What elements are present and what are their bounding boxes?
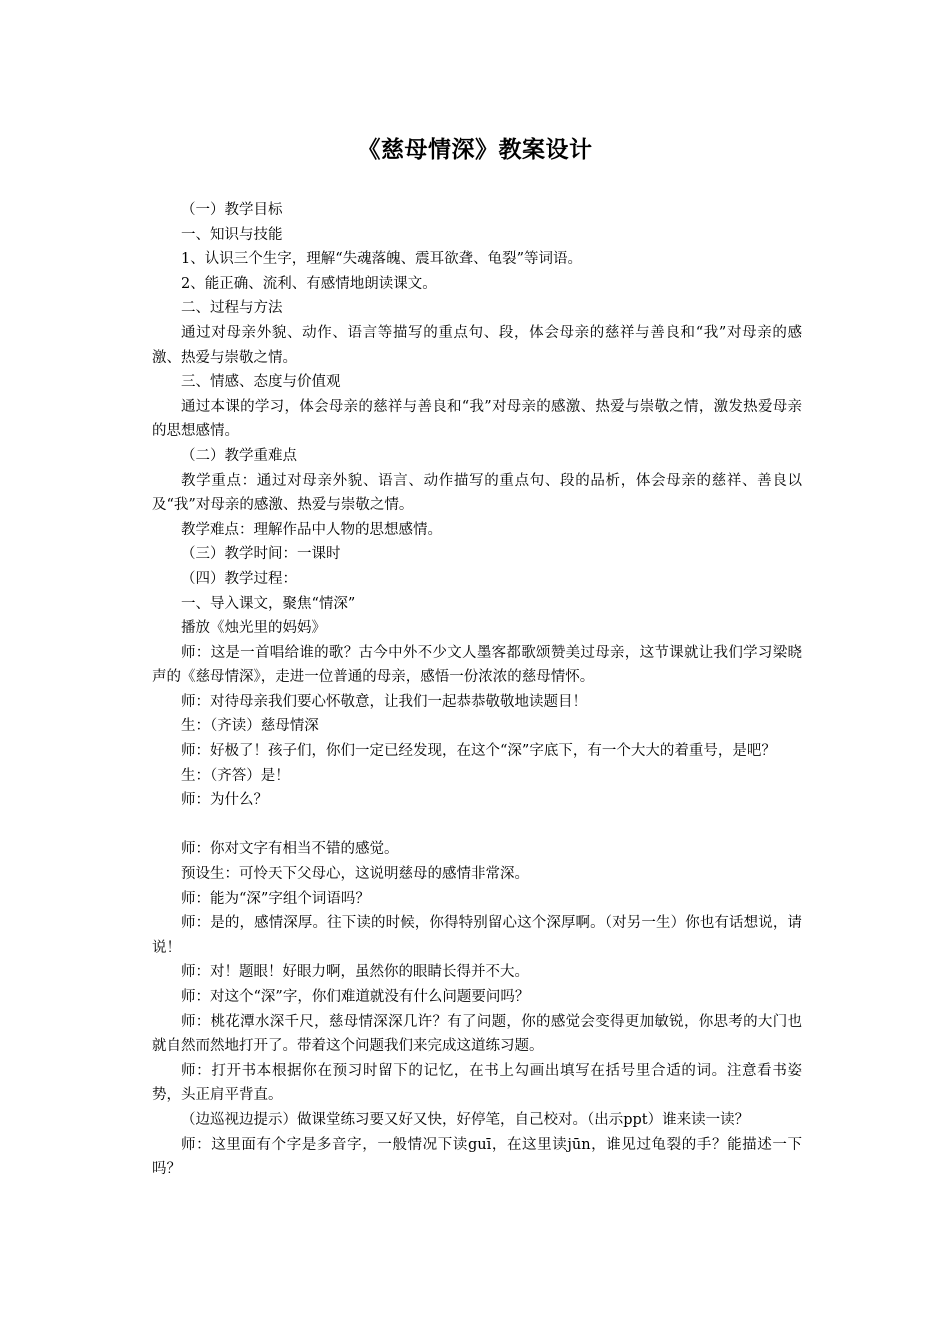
document-title: 《慈母情深》教案设计 <box>357 137 593 163</box>
document-body <box>152 198 802 1182</box>
paragraph: 师：桃花潭水深千尺，慈母情深深几许？有了问题，你的感觉会变得更加敏锐，你思考的大门也就自然而然地打开了。带着这个问题我们来完成这道练习题。 <box>152 1013 802 1055</box>
paragraph <box>152 813 802 838</box>
paragraph: 师：对这个“深”字，你们难道就没有什么问题要问吗？ <box>181 989 530 1005</box>
paragraph: 一、导入课文，聚焦“情深” <box>181 595 356 612</box>
paragraph: （三）教学时间：一课时 <box>181 546 341 563</box>
paragraph: 师：这里面有个字是多音字，一般情况下读guī，在这里读jūn，谁见过龟裂的手？能描述一下吗？ <box>152 1136 802 1178</box>
paragraph: 三、情感、态度与价值观 <box>181 374 341 391</box>
paragraph: 师：能为“深”字组个词语吗？ <box>181 890 370 907</box>
paragraph: 预设生：可怜天下父母心，这说明慈母的感情非常深。 <box>181 866 529 883</box>
paragraph: 播放《烛光里的妈妈》 <box>181 620 326 637</box>
paragraph: 通过对母亲外貌、动作、语言等描写的重点句、段，体会母亲的慈祥与善良和“我”对母亲的感激、热爱与崇敬之情。 <box>152 324 802 366</box>
paragraph: 师：为什么？ <box>181 792 268 809</box>
paragraph: 生：（齐读）慈母情深 <box>181 718 319 735</box>
paragraph: 二、过程与方法 <box>181 300 283 317</box>
paragraph: 师：对！题眼！好眼力啊，虽然你的眼睛长得并不大。 <box>181 964 529 981</box>
paragraph: 教学重点：通过对母亲外貌、语言、动作描写的重点句、段的品析，体会母亲的慈祥、善良以及“我”对母亲的感激、热爱与崇敬之情。 <box>152 472 802 514</box>
paragraph: 师：打开书本根据你在预习时留下的记忆，在书上勾画出填写在括号里合适的词。注意看书姿势，头正肩平背直。 <box>152 1062 802 1104</box>
paragraph: 一、知识与技能 <box>181 226 283 243</box>
paragraph: 2、能正确、流利、有感情地朗读课文。 <box>181 275 437 292</box>
paragraph: 师：你对文字有相当不错的感觉。 <box>181 841 399 858</box>
paragraph: （四）教学过程： <box>181 570 297 587</box>
paragraph: （二）教学重难点 <box>181 447 297 464</box>
paragraph: 师：是的，感情深厚。往下读的时候，你得特别留心这个深厚啊。（对另一生）你也有话想说，请说！ <box>152 915 802 956</box>
paragraph: 生：（齐答）是！ <box>181 767 290 784</box>
paragraph: 通过本课的学习，体会母亲的慈祥与善良和“我”对母亲的感激、热爱与崇敬之情，激发热爱母亲的思想感情。 <box>152 398 802 440</box>
paragraph: 师：好极了！孩子们，你们一定已经发现，在这个“深”字底下，有一个大大的着重号，是吧？ <box>181 743 776 760</box>
paragraph: 教学难点：理解作品中人物的思想感情。 <box>181 521 442 538</box>
paragraph: 1、认识三个生字，理解“失魂落魄、震耳欲聋、龟裂”等词语。 <box>181 251 583 268</box>
paragraph: （一）教学目标 <box>181 202 283 218</box>
paragraph: 师：这是一首唱给谁的歌？古今中外不少文人墨客都歌颂赞美过母亲，这节课就让我们学习梁晓声的《慈母情深》，走进一位普通的母亲，感悟一份浓浓的慈母情怀。 <box>152 644 802 686</box>
paragraph: 师：对待母亲我们要心怀敬意，让我们一起恭恭敬敬地读题目！ <box>181 693 587 710</box>
paragraph: （边巡视边提示）做课堂练习要又好又快，好停笔，自己校对。（出示ppt）谁来读一读？ <box>181 1111 750 1128</box>
